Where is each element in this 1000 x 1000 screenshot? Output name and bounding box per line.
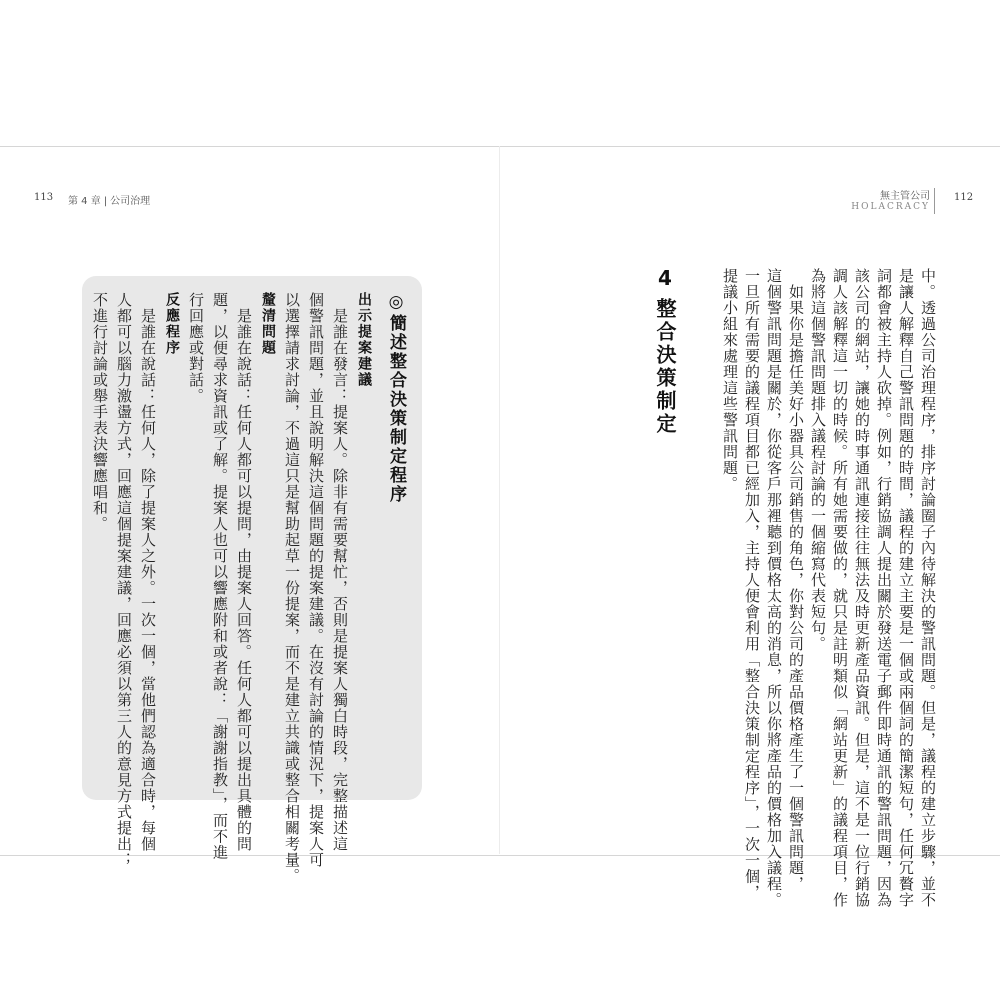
sidebar-text: 是誰在說話：任何人，除了提案人之外。一次一個，當他們認為適合時，每個 bbox=[139, 292, 157, 852]
sidebar-heading: 釐清問題 bbox=[260, 292, 276, 356]
page-gutter bbox=[499, 146, 500, 854]
sidebar-text: 行回應或對話。 bbox=[187, 292, 205, 404]
sidebar-text: 題，以便尋求資訊或了解。提案人也可以響應附和或者說：「謝謝指教」，而不進 bbox=[211, 292, 229, 861]
body-column: 是讓人解釋自己警訊問題的時間，議程的建立主要是一個或兩個詞的簡潔短句，任何冗贅字 bbox=[897, 268, 915, 908]
sidebar-title: ◎簡述整合決策制定程序 bbox=[386, 292, 406, 504]
body-column: 該公司的網站，讓她的時事通訊連接往往無法及時更新產品資訊。但是，這不是一位行銷協 bbox=[853, 268, 871, 908]
section-title: 整合決策制定 bbox=[653, 297, 677, 436]
chapter-label: 第 4 章 bbox=[68, 196, 101, 207]
header-separator: | bbox=[103, 196, 108, 207]
header-rule bbox=[934, 188, 935, 214]
right-page-number: 112 bbox=[954, 192, 974, 203]
body-column: 中。透過公司治理程序，排序討論圈子內待解決的警訊問題。但是，議程的建立步驟，並不 bbox=[919, 268, 937, 908]
sidebar-text: 以選擇請求討論，不過這只是幫助起草一份提案，而不是建立共識或整合相關考量。 bbox=[283, 292, 301, 884]
right-running-header bbox=[851, 187, 930, 212]
sidebar-heading: 反應程序 bbox=[164, 292, 180, 356]
body-column: 調人該解釋這一切的時候。所有她需要做的，就只是註明類似「網站更新」的議程項目，作 bbox=[831, 268, 849, 908]
body-column: 這個警訊問題是關於，你從客戶那裡聽到價格太高的消息，所以你將產品的價格加入議程。 bbox=[765, 268, 783, 908]
sidebar-text: 是誰在說話：任何人都可以提問，由提案人回答。任何人都可以提出具體的問 bbox=[235, 292, 253, 852]
body-column: 詞都會被主持人砍掉。例如，行銷協調人提出關於發送電子郵件即時通訊的警訊問題，因為 bbox=[875, 268, 893, 908]
body-column: 提議小組來處理這些警訊問題。 bbox=[721, 268, 739, 492]
sidebar-text: 人都可以腦力激盪方式，回應這個提案建議，回應必須以第三人的意見方式提出； bbox=[115, 292, 133, 868]
section-heading bbox=[640, 268, 680, 436]
sidebar-text: 不進行討論或舉手表決響應唱和。 bbox=[91, 292, 109, 532]
body-column: 一旦所有需要的議程項目都已經加入，主持人便會利用「整合決策制定程序」，一次一個， bbox=[743, 268, 761, 901]
left-page-number: 113 bbox=[34, 192, 54, 203]
body-column: 為將這個警訊問題排入議程討論的一個縮寫代表短句。 bbox=[809, 268, 827, 652]
sidebar-text: 是誰在發言：提案人。除非有需要幫忙，否則是提案人獨白時段，完整描述這 bbox=[331, 292, 349, 852]
book-title-en: HOLACRACY bbox=[851, 202, 930, 212]
section-label: 公司治理 bbox=[110, 196, 151, 207]
book-title-cn: 無主管公司 bbox=[880, 191, 930, 202]
section-number: 4 bbox=[658, 268, 672, 288]
sidebar-text: 個警訊問題，並且說明解決這個問題的提案建議。在沒有討論的情況下，提案人可 bbox=[307, 292, 325, 868]
left-running-header bbox=[68, 192, 150, 207]
body-column: 如果你是擔任美好小器具公司銷售的角色，你對公司的產品價格產生了一個警訊問題， bbox=[787, 268, 805, 892]
sidebar-heading: 出示提案建議 bbox=[356, 292, 372, 388]
